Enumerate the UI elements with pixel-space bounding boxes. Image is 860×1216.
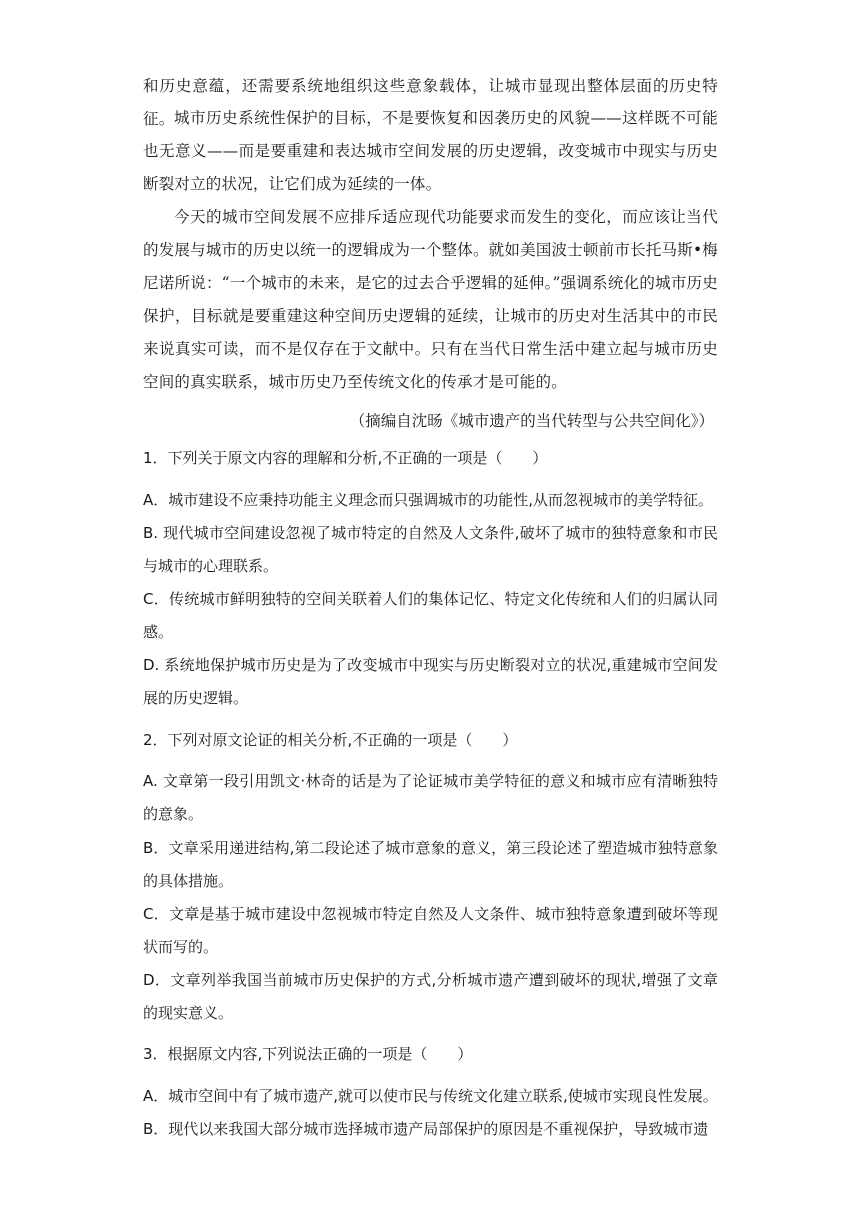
question-2-option-c: C．文章是基于城市建设中忽视城市特定自然及人文条件、城市独特意象遭到破坏等现状而写的。 bbox=[143, 905, 718, 956]
question-1-stem: 1．下列关于原文内容的理解和分析,不正确的一项是（ ） bbox=[143, 449, 548, 467]
passage-paragraph-2: 城市历史系统性保护的目标，不是要恢复和因袭历史的风貌——这样既不可能也无意义——而是要重建和表达城市空间发展的历史逻辑，改变城市中现实与历史断裂对立的状况，让它们成为延续的一体。 bbox=[143, 109, 718, 193]
question-2-option-a: A. 文章第一段引用凯文·林奇的话是为了论证城市美学特征的意义和城市应有清晰独特的意象。 bbox=[143, 772, 718, 823]
question-2-option-d: D．文章列举我国当前城市历史保护的方式,分析城市遗产遭到破坏的现状,增强了文章的现实意义。 bbox=[143, 971, 718, 1022]
question-2-option-b: B．文章采用递进结构,第二段论述了城市意象的意义，第三段论述了塑造城市独特意象的具体措施。 bbox=[143, 839, 718, 890]
passage-paragraph-1: 和历史意蕴，还需要系统地组织这些意象载体，让城市显现出整体层面的历史特征。 bbox=[143, 77, 718, 128]
question-3-option-b: B．现代以来我国大部分城市选择城市遗产局部保护的原因是不重视保护，导致城市遗 bbox=[143, 1120, 709, 1138]
question-2-stem: 2．下列对原文论证的相关分析,不正确的一项是（ ） bbox=[143, 731, 518, 749]
question-3-option-a: A．城市空间中有了城市遗产,就可以使市民与传统文化建立联系,使城市实现良性发展。 bbox=[143, 1087, 718, 1105]
question-1-option-a: A．城市建设不应秉持功能主义理念而只强调城市的功能性,从而忽视城市的美学特征。 bbox=[143, 491, 714, 509]
question-1-option-c: C．传统城市鲜明独特的空间关联着人们的集体记忆、特定文化传统和人们的归属认同感。 bbox=[143, 590, 718, 641]
passage-source: （摘编自沈旸《城市遗产的当代转型与公共空间化》） bbox=[349, 412, 714, 430]
question-1-option-d: D. 系统地保护城市历史是为了改变城市中现实与历史断裂对立的状况,重建城市空间发展的历史逻辑。 bbox=[143, 656, 718, 707]
question-1-option-b: B. 现代城市空间建设忽视了城市特定的自然及人文条件,破坏了城市的独特意象和市民与城市的心理联系。 bbox=[143, 524, 718, 575]
question-3-stem: 3．根据原文内容,下列说法正确的一项是（ ） bbox=[143, 1045, 473, 1063]
passage-paragraph-3: 今天的城市空间发展不应排斥适应现代功能要求而发生的变化，而应该让当代的发展与城市的历史以统一的逻辑成为一个整体。就如美国波士顿前市长托马斯•梅尼诺所说：“一个城市的未来，是它的过去合乎逻辑的延伸。”强调系统化的城市历史保护，目标就是要重建这种空间历史逻辑的延续，让城市的历史对生活其中的市民来说真实可读，而不是仅存在于文献中。只有在当代日常生活中建立起与城市历史空间的真实联系，城市历史乃至传统文化的传承才是可能的。 bbox=[143, 208, 718, 391]
